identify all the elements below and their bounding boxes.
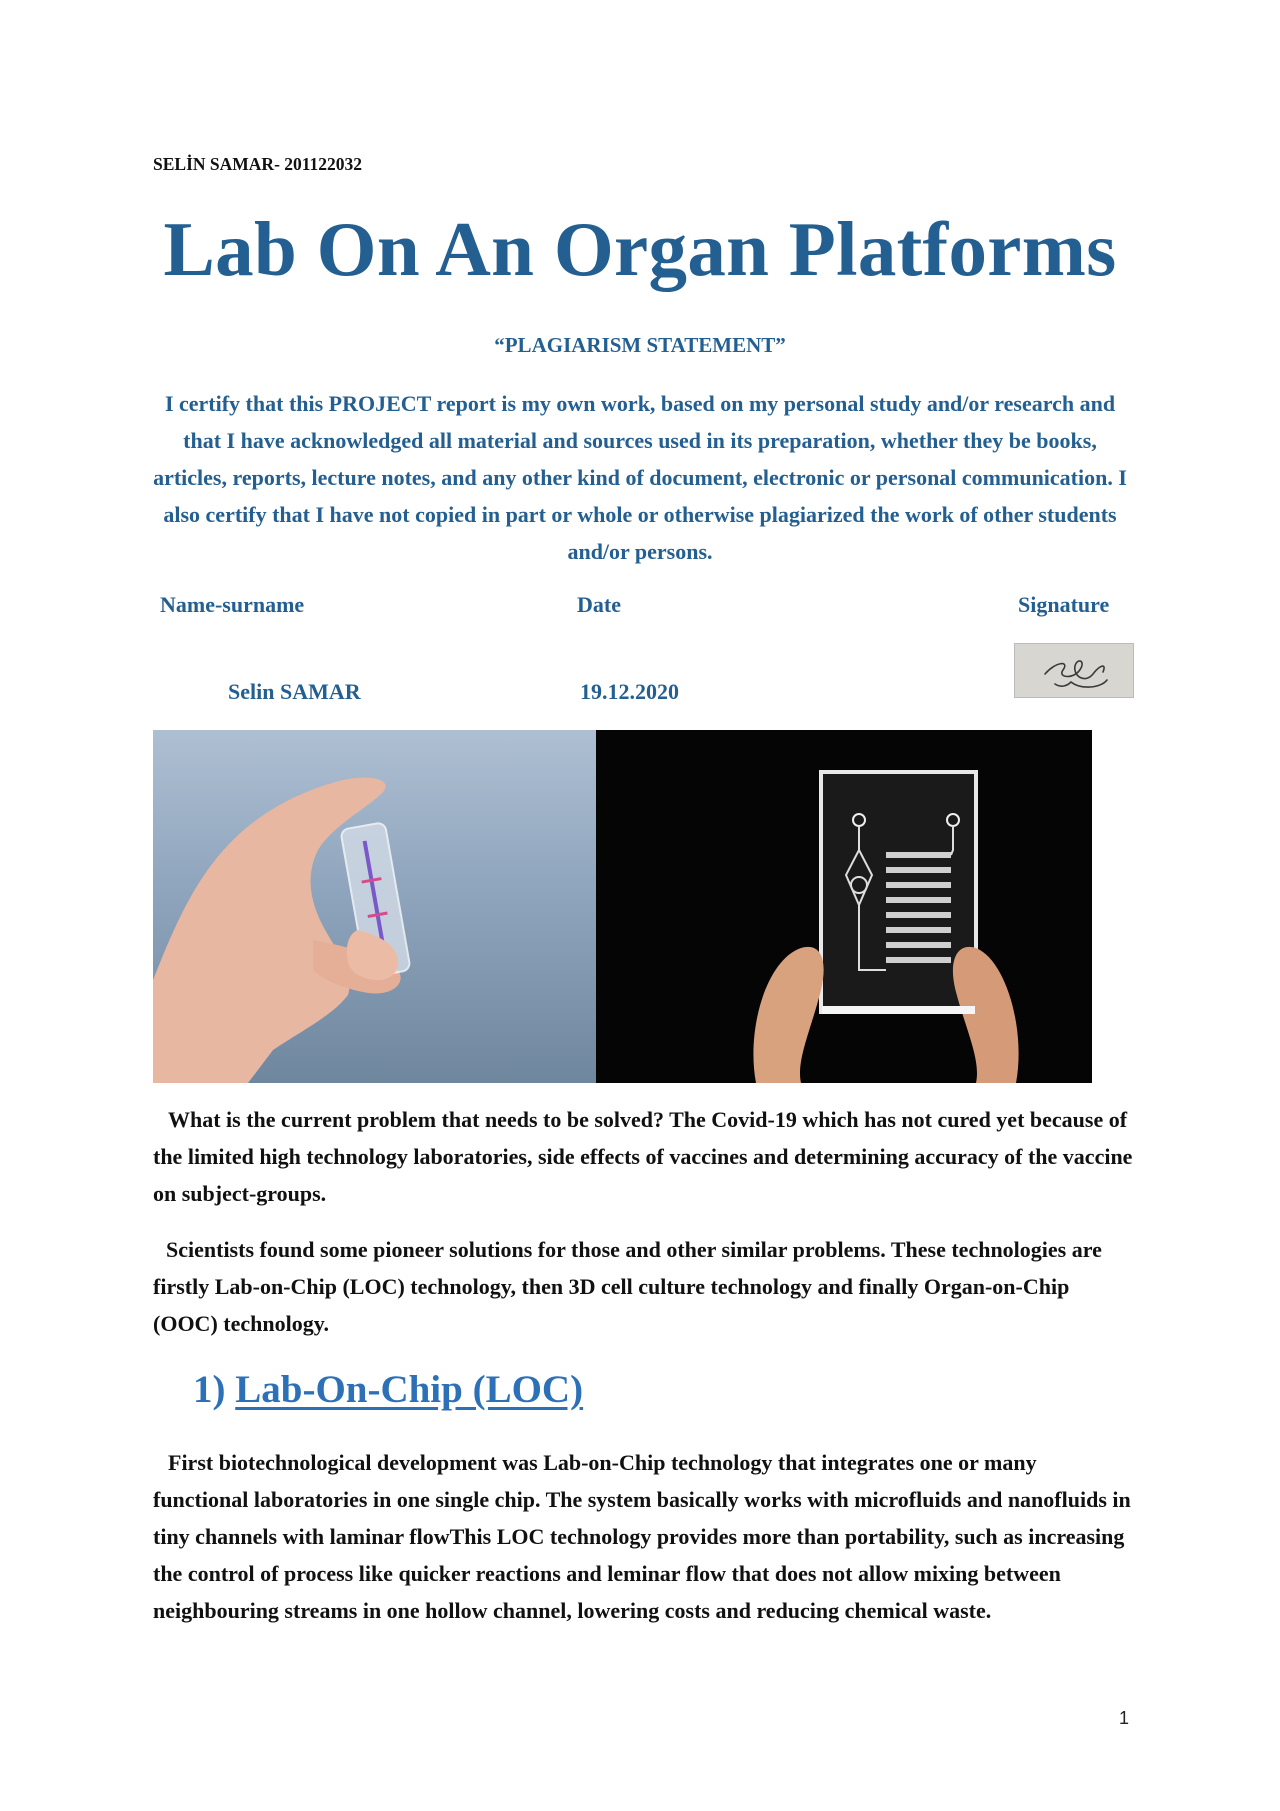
fingers-holding-microchip-image [596,730,1092,1083]
signature-header: Signature [1018,592,1110,617]
date-header: Date [577,592,621,617]
solutions-paragraph: Scientists found some pioneer solutions for those and other similar problems. These technologies are firstly Lab-on-Chip (LOC) technology, then 3D cell culture technology and finally Organ-on-Chip (OOC) technology. [153,1237,1102,1336]
page-number: 1 [1118,1708,1129,1728]
plagiarism-statement-heading: “PLAGIARISM STATEMENT” [494,333,786,357]
organ-on-chip-photos [153,730,1092,1083]
hand-holding-chip-image [153,730,596,1083]
date-value: 19.12.2020 [580,679,679,704]
plagiarism-statement-body: I certify that this PROJECT report is my own work, based on my personal study and/or research and that I have acknowledged all material and sources used in its preparation, whether they be books, articles, reports, lecture notes, and any other kind of document, electronic or personal communication. I also certify that I have not copied in part or whole or otherwise plagiarized the work of other students and/or persons. [153,391,1127,564]
section-number: 1) [193,1368,226,1411]
section-title: Lab-On-Chip (LOC) [235,1368,584,1411]
signature-image [1014,643,1134,698]
problem-paragraph: What is the current problem that needs to be solved? The Covid-19 which has not cured yet because of the limited high technology laboratories, side effects of vaccines and determining accuracy of the vaccine on subject-groups. [153,1107,1133,1206]
name-surname-header: Name-surname [160,592,305,617]
section-heading-loc [193,1367,583,1412]
name-value: Selin SAMAR [228,679,361,704]
document-title: Lab On An Organ Platforms [163,206,1117,292]
loc-paragraph: First biotechnological development was Lab-on-Chip technology that integrates one or many functional laboratories in one single chip. The system basically works with microfluids and nanofluids in tiny channels with laminar flowThis LOC technology provides more than portability, such as increasing the control of process like quicker reactions and leminar flow that does not allow mixing between neighbouring streams in one hollow channel, lowering costs and reducing chemical waste. [153,1450,1131,1623]
author-id: SELİN SAMAR- 201122032 [153,154,363,174]
